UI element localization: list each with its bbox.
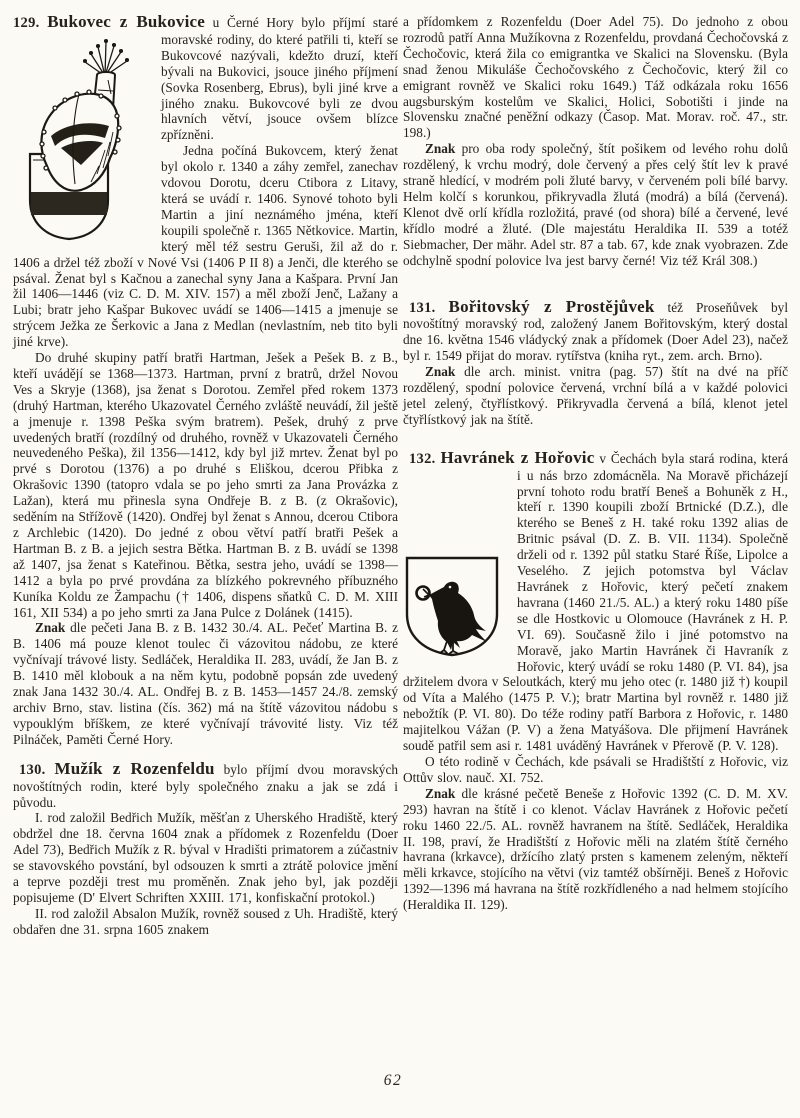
- entry-129-lead-paragraph: [13, 14, 398, 143]
- entry-131-blazon-paragraph: [403, 364, 788, 428]
- blazon-label: Znak: [425, 785, 456, 801]
- havranek-arms-drawing: [403, 554, 501, 662]
- entry-129-paragraph-3: Do druhé skupiny patří bratři Hartman, Ješek a Pešek B. z B., kteří uvádějí se 1368—1373. Hartman, první z bratrů, držel Novou Ves a Skryje (1368), jsa ženat s Dorotou. Zemřel před rokem 1373 (druhý Hartman, kterého Ukazovatel Černého zvláště neuvádí, žil ještě a jmenuje r. 1398 Peška svým bratrem). Pešek, druhý z prve uvedených bratří (rozdílný od druhého, rovněž v Ukazovateli Černého neuvedeného Peška), žil 1356—1412, kdy byl již mrtev. Ženat byl po prvé s Dorotou (1376) a po druhé s Eliškou, dcerou Přibka z Okrašovic 1390 (tatopro vdala se po jeho smrti za Jana Provázka z Lažan), která mu přinesla syna Ondřeje B. z B. (z Okrašovic), seděním na Střížově (1420). Ondřej byl ženat s Annou, dcerou Ctibora z Archlebic (1420). Do jedné z obou větví patří bratři Pešek a Hartman B. z B. a jejich sestra Bětka. Hartman B. z B. uvádí se 1398 až 1407, jsa ženat s Kateřinou. Bětka, sestra jeho, uvádí se 1398—1412 a byla po prvé provdána za blízkého pokrevného příbuzného Kuníka Koldu ze Žampachu († 1406, dispens sňatků C. D. M. XIII 161, XII 534) a po jeho smrti za Jana Pulce z Dolánek (1415).: [13, 350, 398, 620]
- blazon-label: Znak: [425, 141, 456, 157]
- entry-131-title: Bořitovský z Prostějůvek: [448, 296, 655, 316]
- entry-131-lead-start: též Proseňůvek: [667, 299, 759, 315]
- left-column: [13, 14, 398, 938]
- entry-130-blazon-paragraph: [403, 141, 788, 268]
- entry-129-lead-start: u Černé Hory bylo: [212, 15, 326, 30]
- blazon-text: dle krásné pečetě Beneše z Hořovic 1392 (C. D. M. XV. 293) havran na štítě i co klenot. Václav Havránek z Hořovic pečetí roku 1460 22./5. AL. rovněž havranem na štítě. Sedláček, Heraldika II. 198, praví, že Hradištští z Hořovic měli na zlatém štítě černého havrana (krkavce), držícího zlatý prsten s kamenem zeleným, někteří měli krkavce, stojícího na větvi (viz tamtéž obšírněji. Beneš z Hořovic 1392—1396 má havrana na štítě rozkřídleného a nad helmem stojícího (Heraldika II. 129).: [403, 785, 788, 913]
- entry-129: [13, 14, 398, 748]
- blazon-label: Znak: [425, 364, 456, 380]
- entry-130-number: 130.: [19, 761, 46, 778]
- page-number: 62: [383, 1072, 403, 1089]
- entry-131-number: 131.: [409, 299, 436, 316]
- crest-grass-tuft: [84, 40, 129, 76]
- entry-130-paragraph-3: II. rod založil Absalon Mužík, rovněž soused z Uh. Hradiště, který obdařen dne 31. srpna 1605 znakem: [13, 905, 398, 937]
- entry-130-lead-paragraph: [13, 758, 399, 811]
- bukovec-arms-drawing: [13, 34, 151, 242]
- entry-129-title: Bukovec z Bukovice: [47, 12, 205, 31]
- blazon-text: dle arch. minist. vnitra (pag. 57) štít na dvé na příč rozdělený, spodní polovice červená, vrchní bílá a v každé polovici jetel zelený, čtyřlístkový. Přikryvadla červená a bílá, klenot jetel čtyřlístkový jak na štítě.: [403, 364, 788, 427]
- entry-131-lead-paragraph: [403, 296, 789, 365]
- entry-129-paragraph-2: Jedna počíná Bukovcem, který ženat byl okolo r. 1340 a záhy zemřel, zanechav vdovou Dorotu, dceru Ctibora z Litavy, která se uvádí r. 1406. Synové tohoto byli Martin a jiní neznámého jména, kteří koupili společně r. 1365 Nětkovice. Martin, který měl též sestru Geruši, žil až do r. 1406 a držel též zboží v Nové Vsi (1406 P II 8) a Jenči, dle kterého se psával. Ženat byl s Kačnou a zanechal syny Jana a Kašpara. První Jan žil 1406—1446 (viz C. D. M. XIV. 157) a měl zboží Jenč, Lažany a Lubi; bratr jeho Kašpar Bukovec uvádí se 1406—1415 a jmenuje se strýcem Ježka ze Šerkovic a Jana z Medlan (nevlastním, neb tito byli jiné krve).: [13, 143, 398, 350]
- entry-130: [13, 758, 399, 938]
- entry-131-lead-rest: byl novoštítný moravský rod, založený Janem Bořitovským, který dostal dne 16. května 1546 vládycký znak a přídomek (Doer Adel 23), načež byl r. 1549 přijat do morav. rytířstva (kniha ryt., zem. arch. Brno).: [403, 299, 789, 364]
- blazon-text: pro oba rody společný, štít pošikem od levého rohu dolů rozdělený, k vrchu modrý, dole červený a přes celý štít lev k pravé straně hledící, v modrém poli žluté barvy, v červeném poli bílé barvy. Helm kolčí s korunkou, přikryvadla žlutá (modrá) a bílá (červená). Klenot dvě orlí křídla rozložitá, pravé (od shora) bílé a červené, levé křídlo modré a žluté. (Dle majestátu Heraldika II. 539 a totéž Siebmacher, Der mähr. Adel str. 87 a tab. 67, kde znak vyobrazen. Zde odchylně spodní polovice lva jest barvy černé! Viz též Král 308.): [403, 141, 789, 268]
- entry-132: [403, 447, 788, 913]
- entry-132-lead-rest: rodina, která i u nás brzo zdomácněla. Na Moravě přicházejí první tohoto rodu bratří Beneš a Bohuněk z H., kteří r. 1390 koupili zboží Brtnické (D.Z.), dle kterého se Beneš z H. také roku 1392 alias de Britnic psával (D. Z. B. VII. 1134). Společně drželi od r. 1392 půl statku Staré Říše, Lipolce a Veselého. Z jejich potomstva byl Václav Havránek z Hořovic, který pečetí znakem havrana (1460 21./5. AL.) a který roku 1480 píše se dle Hostkovic u Olomouce (Havránek z H. P. VI. 69). Současně žilo i jiné potomstvo na Moravě, jako Martin Havránek či Havraník z Hořovic, který uvádí se roku 1480 (P. VI. 84), jsa držitelem dvora v Seloutkách, který mu jeho otec (r. 1480 již †) koupil od Víta a Malého (1475 P. V.); bratr Martina byl rovněž r. 1480 již nebožtík (P. VI. 80). Do téže rodiny patří Barbora z Hořovic, r. 1480 majitelkou Vážan (P. V) a žena Matyášova. Dle přijmení Havránek soudě patřil sem asi r. 1481 uváděný Havránek v Přerově (P. V. 128).: [403, 450, 788, 754]
- blazon-label: Znak: [35, 620, 66, 636]
- entry-130-title: Mužík z Rozenfeldu: [54, 758, 215, 778]
- entry-132-lead-start: v Čechách byla stará: [599, 450, 715, 466]
- entry-130-continuation-paragraph: a přídomkem z Rozenfeldu (Doer Adel 75). Do jednoho z obou rozrodů patří Anna Mužíkovna z Rozenfeldu, provdaná Čechočovská z Čechočovic, která žila co emigrantka ve Skalici na Slovensku. (Byla snad ženou Mikuláše Čechočovského z Čechočovic, který žil co emigrant rovněž ve Skalici roku 1649.) Táž odkázala roku 1656 augsburským kostelům ve Skalici, Holici, Sobotišti i jinde na Slovensku značné peněžní odkazy (Časop. Mat. Morav. roč. 47., str. 198.): [403, 14, 788, 141]
- entry-129-number: 129.: [13, 15, 40, 31]
- havranek-coat-of-arms-figure: [403, 470, 505, 662]
- entry-132-blazon-paragraph: [403, 786, 788, 913]
- entry-130-paragraph-2: I. rod založil Bedřich Mužík, měšťan z Uherského Hradiště, který obdržel dne 18. června 1604 znak a přídomek z Rozenfeldu (Doer Adel 73), Bedřich Mužík z R. býval v Hradišti primatorem a zúčastniv se stavovského povstání, byl odsouzen k smrti a ztrátě polovice jmění a teprve později trest mu proměněn. Znak jeho byl, jak později popisujeme (D' Elvert Schriften XXIII. 171, konfiskační protokol.): [13, 810, 398, 905]
- entry-129-blazon-paragraph: [13, 620, 398, 747]
- bukovec-coat-of-arms-figure: [13, 34, 151, 242]
- entry-132-paragraph-2: O této rodině v Čechách, kde psávali se Hradištští z Hořovic, viz Ottův slov. nauč. XI. 752.: [403, 753, 788, 785]
- entry-130-lead: bylo příjmí dvou moravských novoštítných rodin, které byly společného znaku a jak se zdá i původu.: [13, 761, 399, 810]
- entry-131: [403, 296, 789, 428]
- right-column: [403, 14, 788, 913]
- entry-132-number: 132.: [409, 450, 436, 467]
- entry-132-lead-paragraph: [403, 447, 788, 754]
- blazon-text: dle pečeti Jana B. z B. 1432 30./4. AL. Pečeť Martina B. z B. 1406 má pouze klenot toulec či vázovitou nádobu, ze které vyčnívají trávové listy. Sedláček, Heraldika II. 283, uvádí, že Jan B. z B. 1410 měl klobouk a na něm kytu, podobně popsán zde uvedený znak Jana 1432 30./4. AL. Ondřej B. z B. 1453—1457 24./8. zemský archiv Brno, stav. listina (čís. 362) má na štítě vázovitou nádobu s vypouklým bříškem, ze které vyčnívají trávovité listy. Viz též Pilnáček, Paměti Černé Hory.: [13, 620, 398, 747]
- entry-129-lead-rest: příjmí staré moravské rodiny, do které patřili ti, kteří se Bukovcové nazývali, kdežto druzí, kteří bývali na Bukovici, jsouce jiného příjmení (Sovka Rosenberg, Ebrus), byli jiné krve a jiného znaku. Bukovcové byli ze dvou hlavních větví, jsouce ovšem blízce zpřízněni.: [161, 15, 398, 143]
- shield-fess-band: [31, 192, 107, 215]
- raven-eye: [449, 585, 452, 588]
- entry-132-title: Havránek z Hořovic: [440, 447, 595, 467]
